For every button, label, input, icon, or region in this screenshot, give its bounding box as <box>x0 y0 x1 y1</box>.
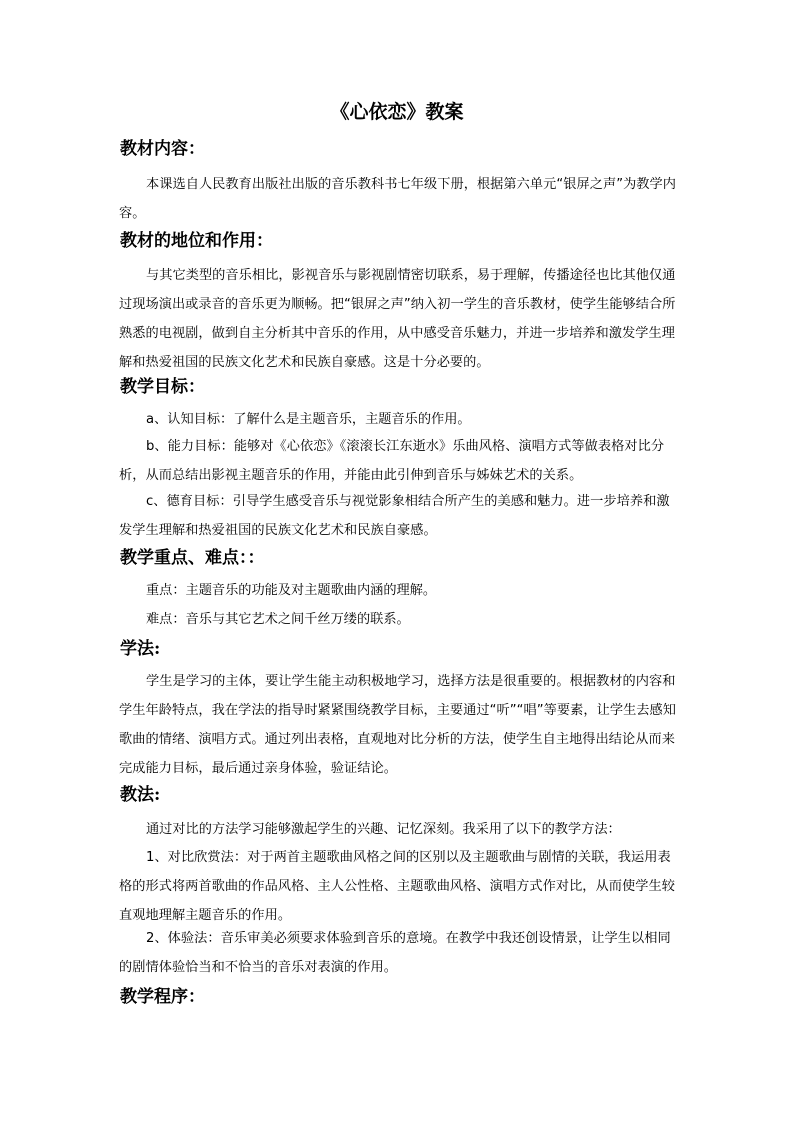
goal-c: c、德育目标：引导学生感受音乐与视觉影象相结合所产生的美感和魅力。进一步培养和激发学生理解和热爱祖国的民族文化艺术和民族自豪感。 <box>119 494 670 538</box>
goal-b: b、能力目标：能够对《心依恋》《滚滚长江东逝水》乐曲风格、演唱方式等做表格对比分析，从而总结出影视主题音乐的作用，并能由此引伸到音乐与姊妹艺术的关系。 <box>119 439 665 483</box>
key-point: 重点：主题音乐的功能及对主题歌曲内涵的理解。 <box>146 583 437 598</box>
difficulty-point: 难点：音乐与其它艺术之间千丝万缕的联系。 <box>146 612 410 627</box>
teaching-method-1: 1、对比欣赏法：对于两首主题歌曲风格之间的区别以及主题歌曲与剧情的关联，我运用表格的形式将两首歌曲的作品风格、主人公性格、主题歌曲风格、演唱方式作对比，从而使学生较直观地理解主题音乐的作用。 <box>119 850 675 923</box>
goal-a: a、认知目标：了解什么是主题音乐，主题音乐的作用。 <box>146 412 471 427</box>
heading-key-points: 教学重点、难点：： <box>120 548 265 568</box>
teaching-method-intro: 通过对比的方法学习能够激起学生的兴趣、记忆深刻。我采用了以下的教学方法： <box>146 822 621 837</box>
paragraph-study-method: 学生是学习的主体，要让学生能主动积极地学习，选择方法是很重要的。根据教材的内容和学生年龄特点，我在学法的指导时紧紧围绕教学目标，主要通过“听”“唱”等要素，让学生去感知歌曲的情绪、演唱方式。通过列出表格，直观地对比分析的方法，使学生自主地得出结论从而来完成能力目标，最后通过亲身体验，验证结论。 <box>119 674 677 776</box>
heading-material-content: 教材内容： <box>120 139 205 159</box>
heading-teaching-method: 教法: <box>120 785 161 805</box>
document-title: 《心依恋》教案 <box>330 101 464 123</box>
heading-goals: 教学目标： <box>120 377 205 397</box>
heading-study-method: 学法: <box>120 639 161 659</box>
heading-material-role: 教材的地位和作用： <box>120 231 273 251</box>
teaching-method-2: 2、体验法：音乐审美必须要求体验到音乐的意境。在教学中我还创设情景，让学生以相同的剧情体验恰当和不恰当的音乐对表演的作用。 <box>119 931 671 975</box>
paragraph-material-content: 本课选自人民教育出版社出版的音乐教科书七年级下册，根据第六单元“银屏之声”为教学内容。 <box>119 177 677 221</box>
heading-procedure: 教学程序： <box>120 987 205 1007</box>
paragraph-material-role: 与其它类型的音乐相比，影视音乐与影视剧情密切联系，易于理解，传播途径也比其他仅通过现场演出或录音的音乐更为顺畅。把“银屏之声”纳入初一学生的音乐教材，使学生能够结合所熟悉的电视剧，做到自主分析其中音乐的作用，从中感受音乐魅力，并进一步培养和激发学生理解和热爱祖国的民族文化艺术和民族自豪感。这是十分必要的。 <box>119 268 676 370</box>
